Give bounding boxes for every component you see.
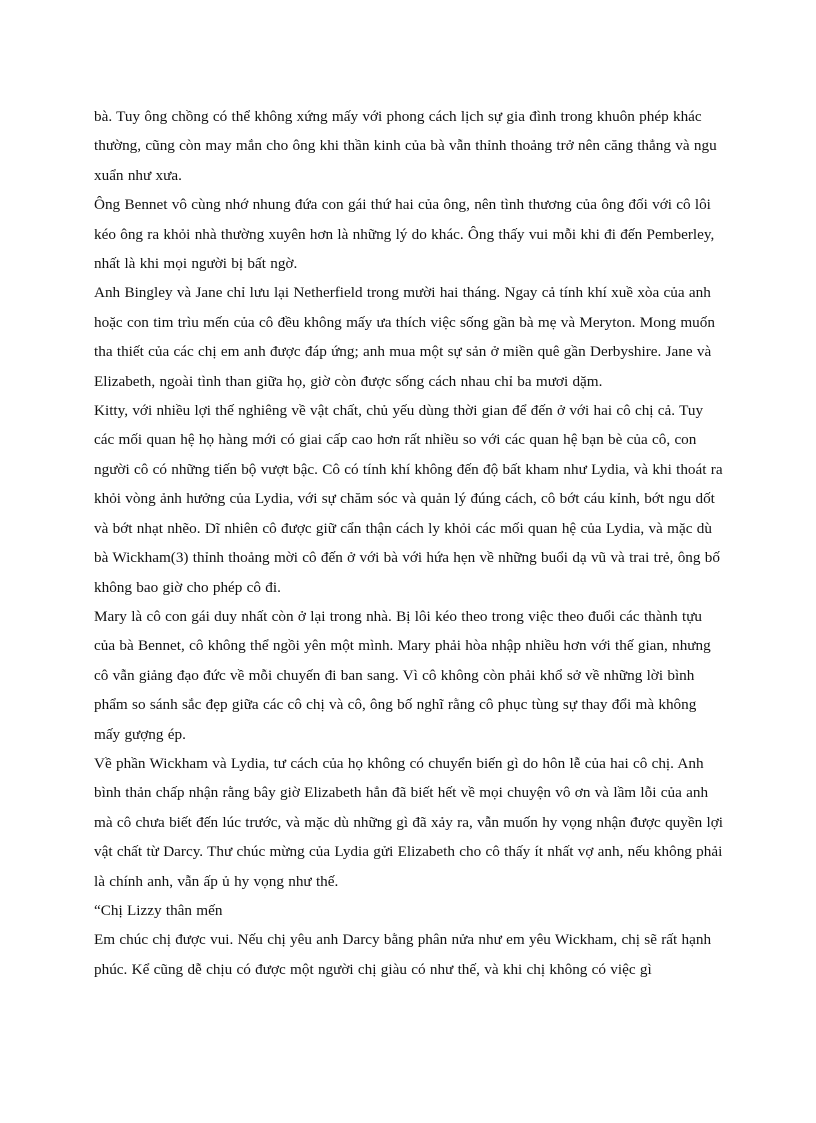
paragraph-1: bà. Tuy ông chồng có thể không xứng mấy với phong cách lịch sự gia đình trong khuôn phép khác thường, cũng còn may mắn cho ông khi thần kinh của bà vẫn thỉnh thoảng trở nên căng thẳng và ngu xuẩn như xưa. — [94, 108, 717, 184]
paragraph-2: Ông Bennet vô cùng nhớ nhung đứa con gái thứ hai của ông, nên tình thương của ông đối với cô lôi kéo ông ra khỏi nhà thường xuyên hơn là những lý do khác. Ông thấy vui mỗi khi đi đến Pemberley, nhất là khi mọi người bị bất ngờ. — [94, 196, 715, 273]
document-body — [94, 102, 724, 984]
paragraph-5: Mary là cô con gái duy nhất còn ở lại trong nhà. Bị lôi kéo theo trong việc theo đuổi các thành tựu của bà Bennet, cô không thể ngồi yên một mình. Mary phải hòa nhập nhiều hơn với thế gian, nhưng cô vẫn giảng đạo đức về mỗi chuyến đi ban sang. Vì cô không còn phải khổ sở về những lời bình phẩm so sánh sắc đẹp giữa các cô chị và cô, ông bố nghĩ rằng cô phục tùng sự thay đổi mà không mấy gượng ép. — [94, 607, 711, 743]
letter-salutation: “Chị Lizzy thân mến — [94, 901, 223, 919]
paragraph-7: Em chúc chị được vui. Nếu chị yêu anh Darcy bằng phân nửa như em yêu Wickham, chị sẽ rất hạnh phúc. Kể cũng dễ chịu có được một người chị giàu có như thế, và khi chị không có việc gì — [94, 931, 712, 978]
paragraph-3: Anh Bingley và Jane chỉ lưu lại Netherfield trong mười hai tháng. Ngay cả tính khí xuề xòa của anh hoặc con tim trìu mến của cô đều không mấy ưa thích việc sống gần bà mẹ và Meryton. Mong muốn tha thiết của các chị em anh được đáp ứng; anh mua một sự sản ở miền quê gần Derbyshire. Jane và Elizabeth, ngoài tình than giữa họ, giờ còn được sống cách nhau chỉ ba mươi dặm. — [94, 284, 715, 390]
paragraph-6: Về phần Wickham và Lydia, tư cách của họ không có chuyển biến gì do hôn lễ của hai cô chị. Anh bình thản chấp nhận rằng bây giờ Elizabeth hẳn đã biết hết về mọi chuyện vô ơn và lầm lỗi của anh mà cô chưa biết đến lúc trước, và mặc dù những gì đã xảy ra, vẫn muốn hy vọng nhận được quyền lợi vật chất từ Darcy. Thư chúc mừng của Lydia gửi Elizabeth cho cô thấy ít nhất vợ anh, nếu không phải là chính anh, vẫn ấp ủ hy vọng như thế. — [94, 754, 723, 890]
paragraph-4: Kitty, với nhiều lợi thế nghiêng về vật chất, chủ yếu dùng thời gian để đến ở với hai cô chị cả. Tuy các mối quan hệ họ hàng mới có giai cấp cao hơn rất nhiều so với các quan hệ bạn bè của cô, con người cô có những tiến bộ vượt bậc. Cô có tính khí không đến độ bất kham như Lydia, và khi thoát ra khỏi vòng ảnh hưởng của Lydia, với sự chăm sóc và quản lý đúng cách, cô bớt cáu kỉnh, bớt ngu dốt và bớt nhạt nhẽo. Dĩ nhiên cô được giữ cẩn thận cách ly khỏi các mối quan hệ của Lydia, và mặc dù bà Wickham(3) thỉnh thoảng mời cô đến ở với bà với hứa hẹn về những buổi dạ vũ và trai trẻ, ông bố không bao giờ cho phép cô đi. — [94, 402, 723, 596]
